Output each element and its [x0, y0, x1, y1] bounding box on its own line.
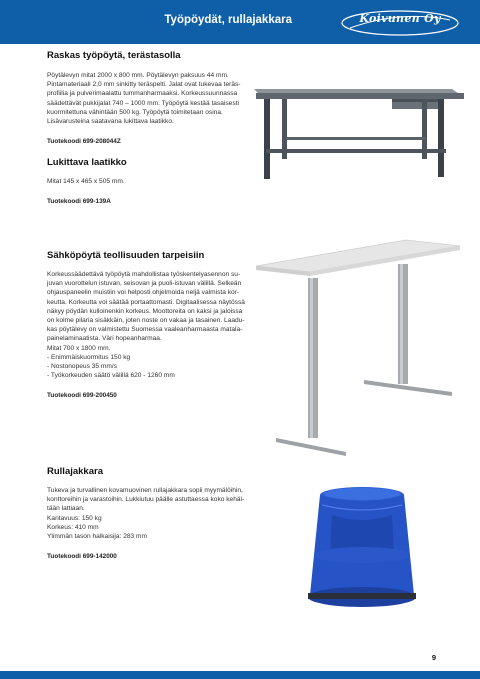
company-logo [340, 8, 460, 38]
spec-item: - Nostonopeus 35 mm/s [47, 362, 247, 371]
spec-item: - Enimmäiskuormitus 150 kg [47, 353, 247, 362]
text-stool: Tukeva ja turvallinen kovamuovinen rullajakkara sopii myymälöihin, konttoreihin ja varastoihin. Lukkiutuu päälle astuttaessa koko kehäl- tään lattiaan. Kantavuus: 150 kg Korkeus: 410 mm Ylimmän tason halkaisija: 283 mm [47, 487, 245, 541]
heading-heavy-table: Raskas työpöytä, terästasolla [47, 50, 181, 61]
product-code-electric: Tuotekoodi 699-200450 [47, 392, 117, 400]
product-code-stool: Tuotekoodi 699-142000 [47, 553, 117, 561]
section-heavy-table [47, 50, 247, 145]
text-heavy-table: Pöytälevyn mitat 2000 x 800 mm. Pöytälevyn paksuus 44 mm. Pintamateriaali 2,0 mm sinkitty teräspelti. Jalat ovat tukevaa teräs- profiilia ja pulverimaalattu tummanharmaaksi. Korkeussuunnassa säädettävät pukkijalat 740 – 1000 mm. Työpöytä kestää tasaisesti kuormitettuna vähintään 500 kg. Työpöytä toimitetaan osina. Lisävarusteina saatavana lukittava laatikko. [47, 72, 241, 126]
section-electric-table [47, 250, 247, 399]
section-drawer [47, 157, 247, 205]
header-bar [0, 0, 480, 44]
heading-stool: Rullajakkara [47, 466, 103, 477]
heading-electric-table: Sähköpöytä teollisuuden tarpeisiin [47, 250, 205, 261]
step-stool-image [302, 485, 422, 615]
page-header-title: Työpöydät, rullajakkara [164, 14, 292, 26]
footer-bar [0, 671, 480, 679]
spec-item: - Työkorkeuden säätö välillä 620 - 1260 mm [47, 371, 247, 380]
standing-desk-image [256, 238, 461, 458]
electric-spec-list [47, 353, 247, 381]
text-drawer: Mitat 145 x 465 x 505 mm. [47, 178, 125, 185]
heading-drawer: Lukittava laatikko [47, 157, 127, 168]
text-electric-table: Korkeussäädettävä työpöytä mahdollistaa työskentelyasennon su- juvan vuorottelun istuvan, seisovan ja puoli-istuvan välillä. Selkeän ohjauspaneelin muistiin voi helposti ohjelmoida neljä valmista kor- keutta. Korkeutta voi säätää portaattomasti. Digitaalisessa näytössä näkyy pöydän kulloinenkin korkeus. Moottoreita on kaksi ja jaloissa on kolme pilaria sisäkkäin, joten noste on vakaa ja tasainen. Laadu- kas pöytälevy on valmistettu Suomessa vaaleanharmaasta matala- painelaminaatista. Väri hopeanharmaa. Mitat 700 x 1800 mm. [47, 271, 245, 352]
product-code-drawer: Tuotekoodi 699-139A [47, 198, 111, 206]
workbench-image [252, 85, 467, 185]
product-code-heavy: Tuotekoodi 699-208044Z [47, 138, 121, 146]
section-stool [47, 466, 247, 560]
logo-text: Koivunen Oy [359, 12, 441, 25]
page-number: 9 [431, 653, 436, 662]
